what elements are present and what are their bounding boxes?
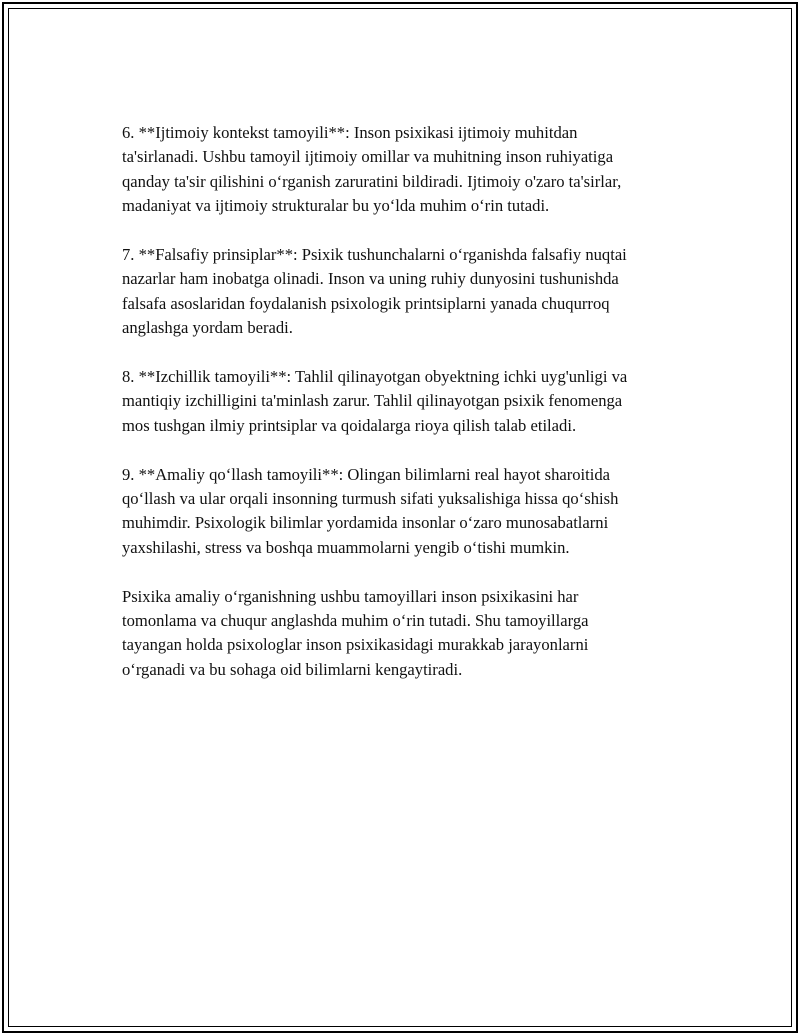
text-line: ta'sirlanadi. Ushbu tamoyil ijtimoiy omillar va muhitning inson ruhiyatiga	[122, 147, 614, 167]
text-line: tayangan holda psixologlar inson psixikasidagi murakkab jarayonlarni	[122, 635, 589, 655]
text-line: anglashga yordam beradi.	[122, 318, 293, 338]
text-line: qanday ta'sir qilishini o‘rganish zaruratini bildiradi. Ijtimoiy o'zaro ta'sirlar,	[122, 171, 622, 191]
text-line: madaniyat va ijtimoiy strukturalar bu yo‘lda muhim o‘rin tutadi.	[122, 196, 550, 216]
text-line: o‘rganadi va bu sohaga oid bilimlarni kengaytiradi.	[122, 659, 463, 679]
document-body	[122, 121, 692, 707]
text-line: Psixika amaliy o‘rganishning ushbu tamoyillari inson psixikasini har	[122, 586, 579, 606]
text-line: mantiqiy izchilligini ta'minlash zarur. Tahlil qilinayotgan psixik fenomenga	[122, 391, 623, 411]
text-line: muhimdir. Psixologik bilimlar yordamida insonlar o‘zaro munosabatlarni	[122, 513, 609, 533]
text-line: qo‘llash va ular orqali insonning turmush sifati yuksalishiga hissa qo‘shish	[122, 489, 619, 509]
paragraph-consistency-principle	[122, 365, 692, 438]
text-line: 6. **Ijtimoiy kontekst tamoyili**: Inson psixikasi ijtimoiy muhitdan	[122, 123, 578, 142]
paragraph-social-context-principle	[122, 121, 692, 219]
text-line: 7. **Falsafiy prinsiplar**: Psixik tushunchalarni o‘rganishda falsafiy nuqtai	[122, 245, 627, 265]
paragraph-conclusion	[122, 585, 692, 683]
text-line: mos tushgan ilmiy printsiplar va qoidalarga rioya qilish talab etiladi.	[122, 415, 577, 435]
text-line: yaxshilashi, stress va boshqa muammolarni yengib o‘tishi mumkin.	[122, 537, 570, 557]
paragraph-philosophical-principles	[122, 243, 692, 341]
text-line: falsafa asoslaridan foydalanish psixologik printsiplarni yanada chuqurroq	[122, 293, 610, 313]
document-page	[2, 2, 798, 1033]
text-line: tomonlama va chuqur anglashda muhim o‘rin tutadi. Shu tamoyillarga	[122, 611, 589, 631]
paragraph-practical-application-principle	[122, 463, 692, 561]
text-line: 8. **Izchillik tamoyili**: Tahlil qilinayotgan obyektning ichki uyg'unligi va	[122, 367, 628, 387]
text-line: 9. **Amaliy qo‘llash tamoyili**: Olingan bilimlarni real hayot sharoitida	[122, 464, 611, 484]
text-line: nazarlar ham inobatga olinadi. Inson va uning ruhiy dunyosini tushunishda	[122, 269, 619, 289]
